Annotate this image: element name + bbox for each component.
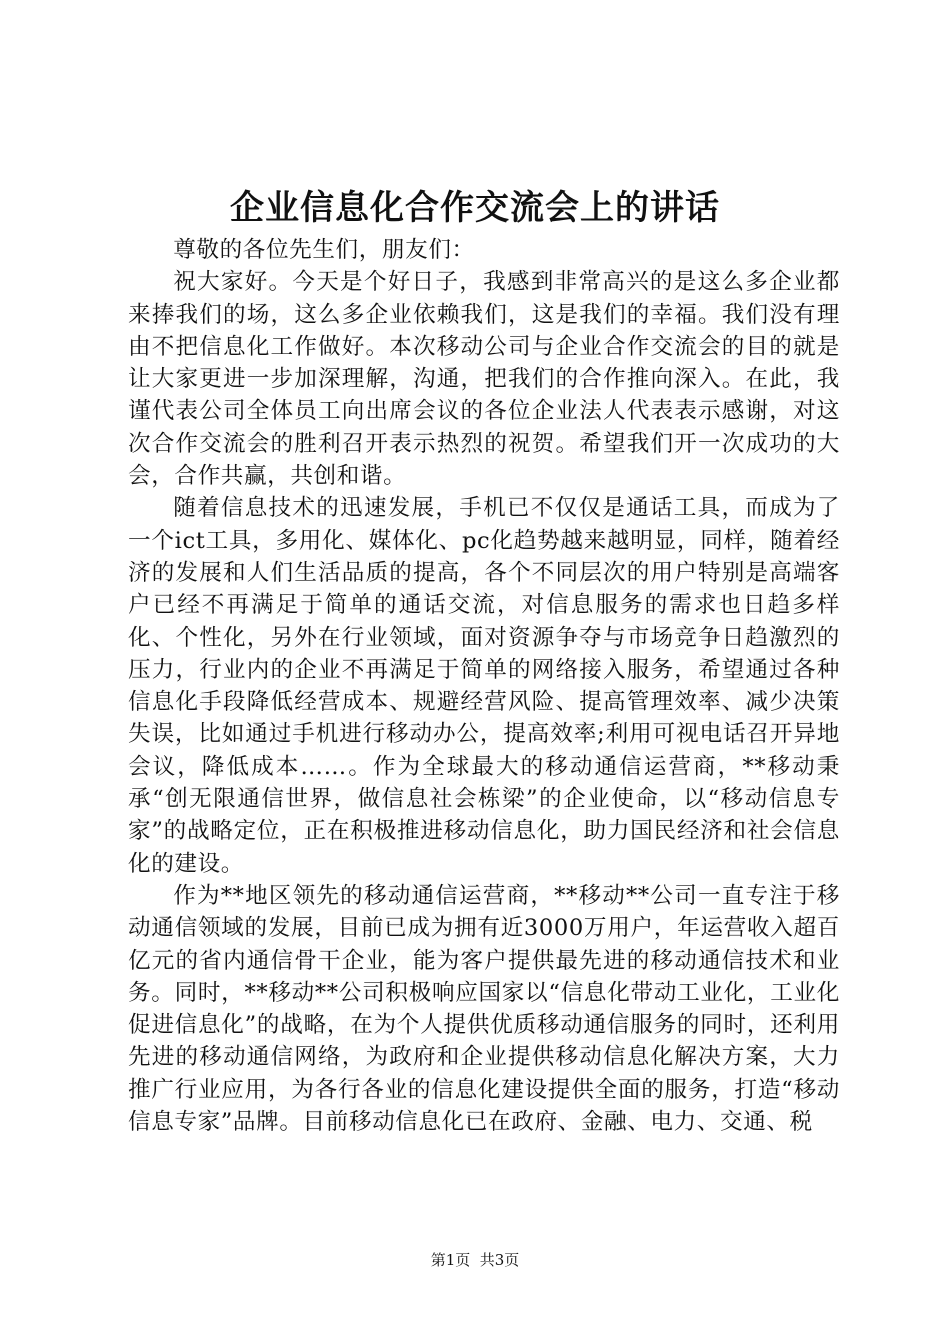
body-paragraph-background: 随着信息技术的迅速发展，手机已不仅仅是通话工具，而成为了一个ict工具，多用化、媒体化、pc化趋势越来越明显，同样，随着经济的发展和人们生活品质的提高，各个不同层次的用户特别是高端客户已经不再满足于简单的通话交流，对信息服务的需求也日趋多样化、个性化，另外在行业领域，面对资源争夺与市场竞争日趋激烈的压力，行业内的企业不再满足于简单的网络接入服务，希望通过各种信息化手段降低经营成本、规避经营风险、提高管理效率、减少决策失误，比如通过手机进行移动办公，提高效率;利用可视电话召开异地会议，降低成本……。作为全球最大的移动通信运营商，**移动秉承“创无限通信世界，做信息社会栋梁”的企业使命，以“移动信息专家”的战略定位，正在积极推进移动信息化，助力国民经济和社会信息化的建设。 [128,495,840,877]
body-paragraph-greeting: 祝大家好。今天是个好日子，我感到非常高兴的是这么多企业都来捧我们的场，这么多企业依赖我们，这是我们的幸福。我们没有理由不把信息化工作做好。本次移动公司与企业合作交流会的目的就是让大家更进一步加深理解，沟通，把我们的合作推向深入。在此，我谨代表公司全体员工向出席会议的各位企业法人代表表示感谢，对这次合作交流会的胜利召开表示热烈的祝贺。希望我们开一次成功的大会，合作共赢，共创和谐。 [128,269,840,490]
document-title: 企业信息化合作交流会上的讲话 [230,188,720,228]
page-number-label: 第1页 共3页 [430,1251,520,1269]
body-paragraph-company: 作为**地区领先的移动通信运营商，**移动**公司一直专注于移动通信领域的发展，目前已成为拥有近3000万用户，年运营收入超百亿元的省内通信骨干企业，能为客户提供最先进的移动通信技术和业务。同时，**移动**公司积极响应国家以“信息化带动工业化，工业化促进信息化”的战略，在为个人提供优质移动通信服务的同时，还利用先进的移动通信网络，为政府和企业提供移动信息化解决方案，大力推广行业应用，为各行各业的信息化建设提供全面的服务，打造“移动信息专家”品牌。目前移动信息化已在政府、金融、电力、交通、税 [128,882,840,1136]
salutation-paragraph: 尊敬的各位先生们，朋友们： [173,237,475,263]
page-footer [0,1250,950,1270]
document-body [128,234,840,1138]
